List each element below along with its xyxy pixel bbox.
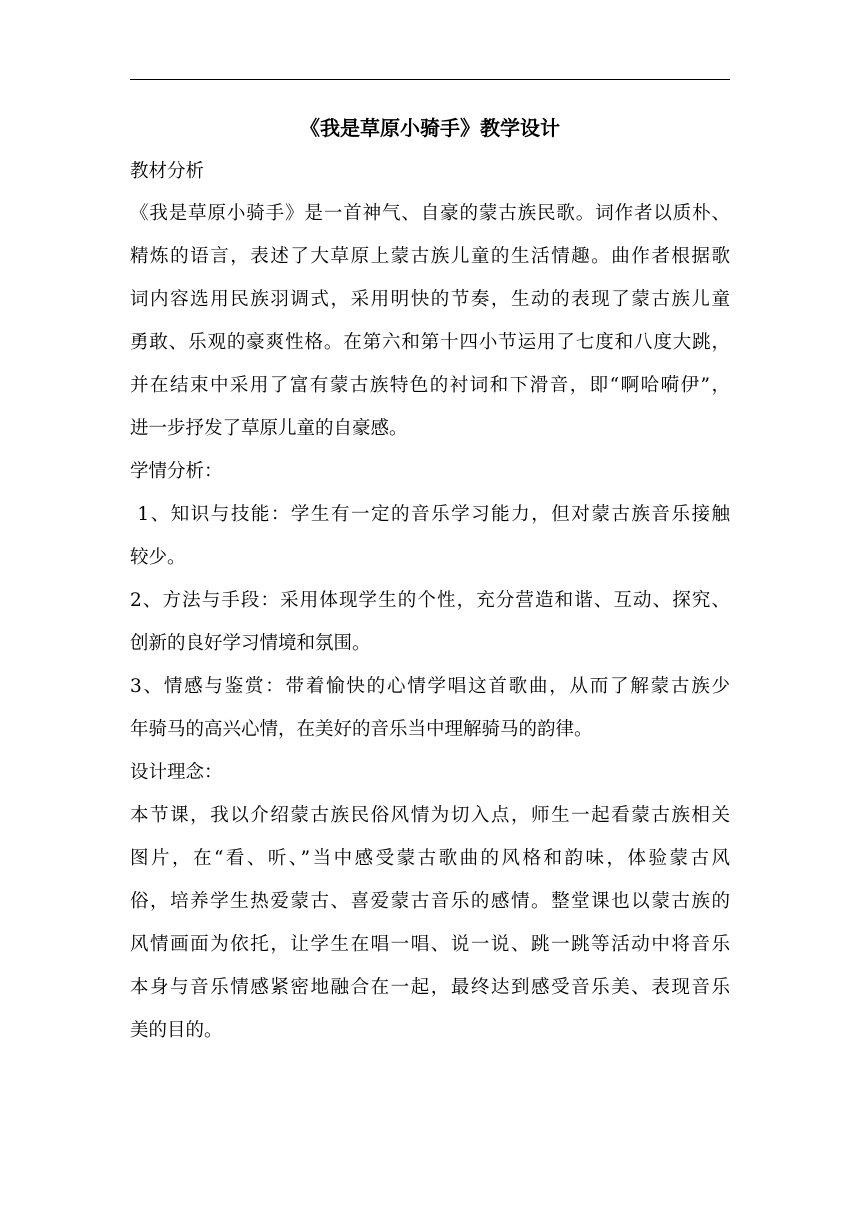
heading-textbook-analysis: 教材分析 <box>130 161 205 182</box>
paragraph-line: 年骑马的高兴心情，在美好的音乐当中理解骑马的韵律。 <box>130 719 593 740</box>
paragraph-line: 勇敢、乐观的豪爽性格。在第六和第十四小节运用了七度和八度大跳， <box>130 332 730 353</box>
paragraph-line: 1、知识与技能：学生有一定的音乐学习能力，但对蒙古族音乐接触 <box>130 504 730 525</box>
paragraph-line: 创新的良好学习情境和氛围。 <box>130 633 371 654</box>
paragraph-line: 词内容选用民族羽调式，采用明快的节奏，生动的表现了蒙古族儿童 <box>130 289 730 310</box>
paragraph-line: 2、方法与手段：采用体现学生的个性，充分营造和谐、互动、探究、 <box>130 590 730 611</box>
header-rule <box>130 79 730 80</box>
paragraph-line: 《我是草原小骑手》是一首神气、自豪的蒙古族民歌。词作者以质朴、 <box>130 203 730 224</box>
paragraph-line: 美的目的。 <box>130 1020 223 1041</box>
document-title: 《我是草原小骑手》教学设计 <box>300 116 560 140</box>
heading-design-concept: 设计理念： <box>130 762 223 783</box>
paragraph-line: 3、情感与鉴赏：带着愉快的心情学唱这首歌曲，从而了解蒙古族少 <box>130 676 730 697</box>
paragraph-line: 本身与音乐情感紧密地融合在一起，最终达到感受音乐美、表现音乐 <box>130 977 730 998</box>
paragraph-line: 本节课，我以介绍蒙古族民俗风情为切入点，师生一起看蒙古族相关 <box>130 805 730 826</box>
paragraph-line: 并在结束中采用了富有蒙古族特色的衬词和下滑音，即“啊哈嗬伊”， <box>130 375 730 396</box>
paragraph-line: 图片，在“看、听、”当中感受蒙古歌曲的风格和韵味，体验蒙古风 <box>130 848 730 869</box>
paragraph-line: 精炼的语言，表述了大草原上蒙古族儿童的生活情趣。曲作者根据歌 <box>130 246 730 267</box>
paragraph-line: 风情画面为依托，让学生在唱一唱、说一说、跳一跳等活动中将音乐 <box>130 934 730 955</box>
heading-student-analysis: 学情分析： <box>130 461 223 482</box>
paragraph-line: 进一步抒发了草原儿童的自豪感。 <box>130 418 408 439</box>
paragraph-line: 较少。 <box>130 547 186 568</box>
paragraph-line: 俗，培养学生热爱蒙古、喜爱蒙古音乐的感情。整堂课也以蒙古族的 <box>130 891 730 912</box>
